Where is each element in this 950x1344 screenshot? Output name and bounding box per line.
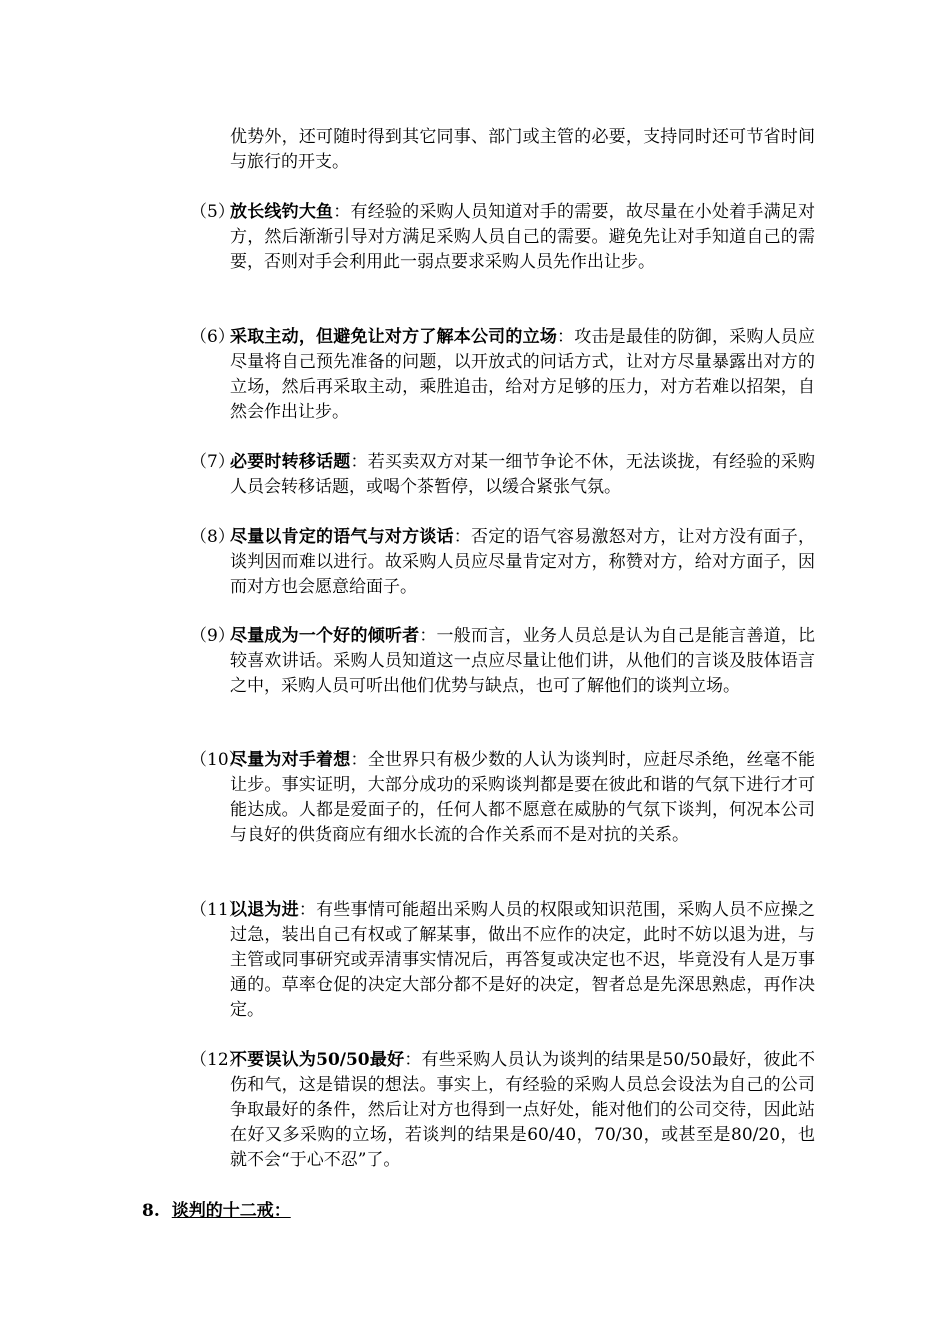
item-title: 以退为进 xyxy=(230,900,299,920)
list-item-12 xyxy=(190,1048,815,1173)
item-number: （12） xyxy=(190,1050,246,1070)
section-number: 8. xyxy=(142,1201,160,1221)
list-item-10 xyxy=(190,748,815,848)
list-item-5 xyxy=(190,200,815,275)
item-text: ：否定的语气容易激怒对方，让对方没有面子，谈判因而难以进行。故采购人员应尽量肯定对方，称赞对方，给对方面子，因而对方也会愿意给面子。 xyxy=(230,527,816,597)
section-heading xyxy=(142,1199,291,1224)
item-title: 必要时转移话题 xyxy=(230,452,351,472)
list-item-7 xyxy=(190,450,815,500)
item-title: 放长线钓大鱼 xyxy=(230,202,334,222)
item-text: ：全世界只有极少数的人认为谈判时，应赶尽杀绝，丝毫不能让步。事实证明，大部分成功的采购谈判都是要在彼此和谐的气氛下进行才可能达成。人都是爱面子的，任何人都不愿意在威胁的气氛下谈判，何况本公司与良好的供货商应有细水长流的合作关系而不是对抗的关系。 xyxy=(230,750,816,845)
item-text: ：有些事情可能超出采购人员的权限或知识范围，采购人员不应操之过急，装出自己有权或了解某事，做出不应作的决定，此时不妨以退为进，与主管或同事研究或弄清事实情况后，再答复或决定也不迟，毕竟没有人是万事通的。草率仓促的决定大部分都不是好的决定，智者总是先深思熟虑，再作决定。 xyxy=(230,900,816,1020)
item-title: 不要误认为50/50最好 xyxy=(230,1050,405,1070)
list-item-9 xyxy=(190,624,815,699)
item-title: 尽量以肯定的语气与对方谈话 xyxy=(230,527,454,547)
item-number: （9） xyxy=(190,626,235,646)
item-text: ：有经验的采购人员知道对手的需要，故尽量在小处着手满足对方，然后渐渐引导对方满足采购人员自己的需要。避免先让对手知道自己的需要，否则对手会利用此一弱点要求采购人员先作出让步。 xyxy=(230,202,816,272)
item-number: （10） xyxy=(190,750,246,770)
item-title: 采取主动，但避免让对方了解本公司的立场 xyxy=(230,327,558,347)
item-title: 尽量为对手着想 xyxy=(230,750,351,770)
section-title: 谈判的十二戒： xyxy=(171,1201,291,1221)
list-item-6 xyxy=(190,325,815,425)
item-text: ：攻击是最佳的防御，采购人员应尽量将自己预先准备的问题，以开放式的问话方式，让对方尽量暴露出对方的立场，然后再采取主动，乘胜追击，给对方足够的压力，对方若难以招架，自然会作出让步。 xyxy=(230,327,816,422)
item-number: （7） xyxy=(190,452,235,472)
item-text: ：有些采购人员认为谈判的结果是50/50最好，彼此不伤和气，这是错误的想法。事实上，有经验的采购人员总会设法为自己的公司争取最好的条件，然后让对方也得到一点好处，能对他们的公司交待，因此站在好又多采购的立场，若谈判的结果是60/40，70/30，或甚至是80/20，也就不会“于心不忍”了。 xyxy=(230,1050,815,1170)
item-number: （6） xyxy=(190,327,235,347)
item-text: ：若买卖双方对某一细节争论不休，无法谈拢，有经验的采购人员会转移话题，或喝个茶暂停，以缓合紧张气氛。 xyxy=(230,452,816,497)
item-number: （11） xyxy=(190,900,246,920)
list-item-8 xyxy=(190,525,815,600)
list-item-11 xyxy=(190,898,815,1023)
item-title: 尽量成为一个好的倾听者 xyxy=(230,626,420,646)
item-number: （8） xyxy=(190,527,235,547)
item-number: （5） xyxy=(190,202,235,222)
lead-paragraph: 优势外，还可随时得到其它同事、部门或主管的必要，支持同时还可节省时间与旅行的开支。 xyxy=(230,127,815,172)
item-text: ：一般而言，业务人员总是认为自己是能言善道，比较喜欢讲话。采购人员知道这一点应尽量让他们讲，从他们的言谈及肢体语言之中，采购人员可听出他们优势与缺点，也可了解他们的谈判立场。 xyxy=(230,626,816,696)
